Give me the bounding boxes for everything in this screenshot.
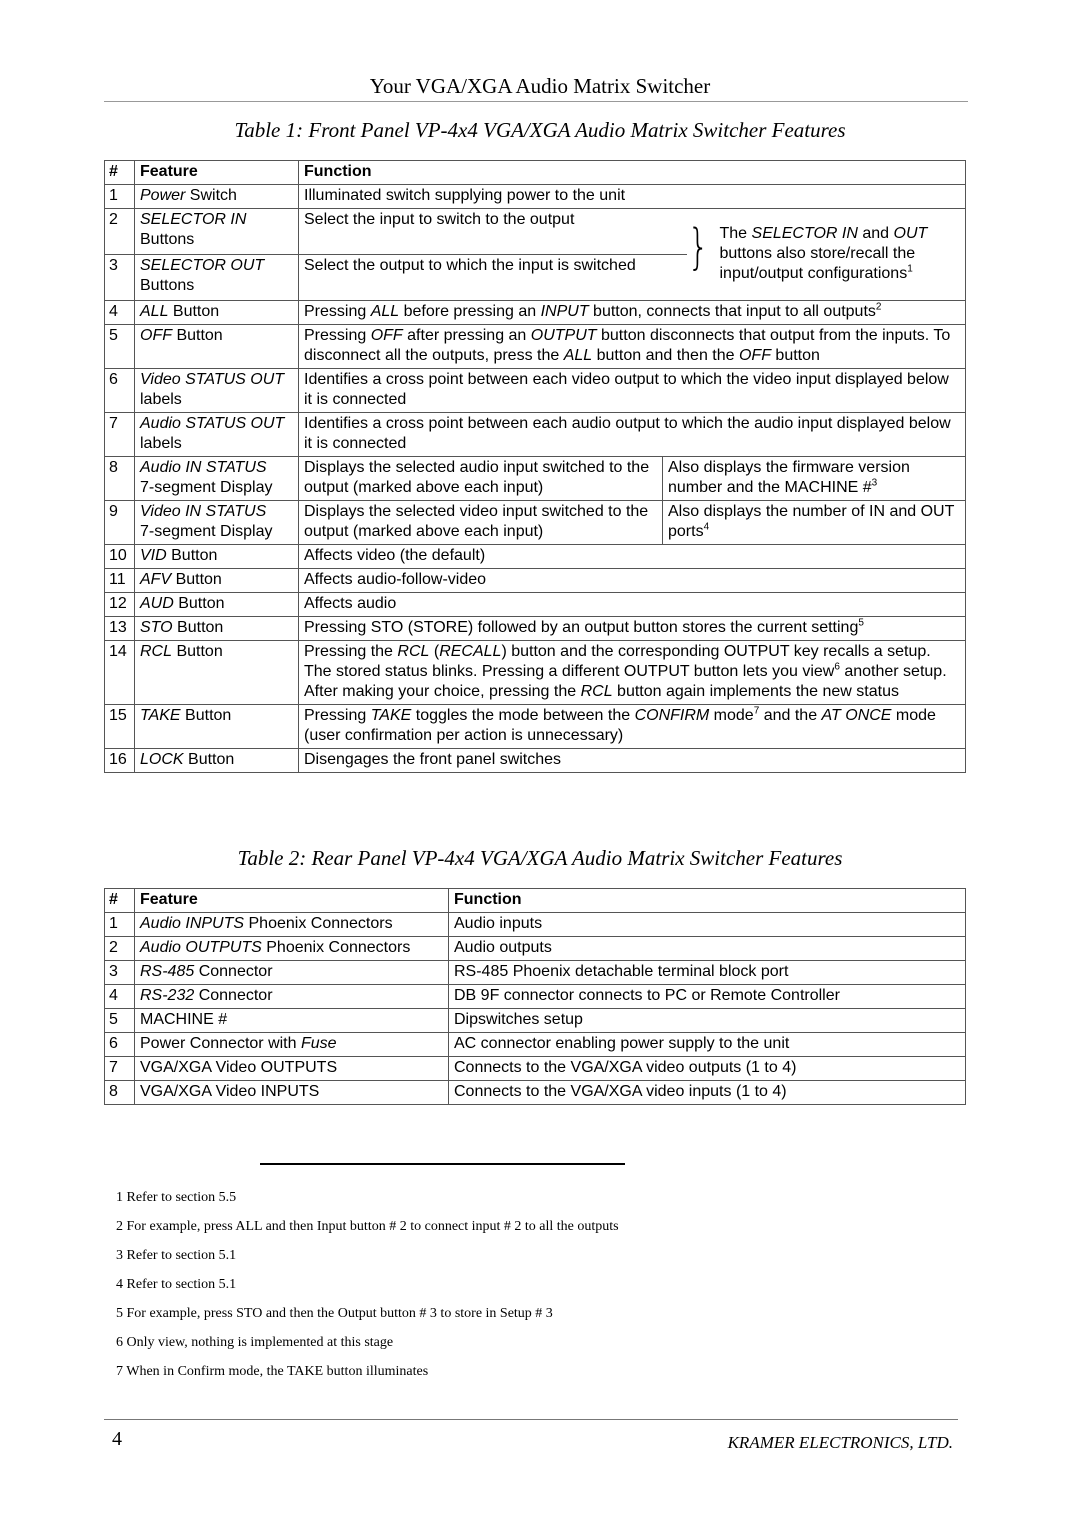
row-function: Affects audio-follow-video <box>299 569 966 593</box>
feature-text: Switch <box>185 187 237 204</box>
page-header-title: Your VGA/XGA Audio Matrix Switcher <box>369 74 711 98</box>
header-feature: Feature <box>135 161 299 185</box>
row-num: 2 <box>105 209 135 255</box>
table-row <box>105 1033 966 1057</box>
row-num: 7 <box>105 413 135 457</box>
table-row <box>105 913 966 937</box>
table-row <box>105 641 966 705</box>
row-feature: Video STATUS OUT labels <box>135 369 299 413</box>
table-row <box>105 705 966 749</box>
header-function: Function <box>299 161 966 185</box>
footnote: 1 Refer to section 5.5 <box>116 1190 237 1205</box>
row-num: 2 <box>105 937 135 961</box>
row-feature: RS-485 Connector <box>135 961 449 985</box>
row-function: Illuminated switch supplying power to the unit <box>299 185 966 209</box>
footnote-divider <box>260 1163 625 1165</box>
selector-note-text: The SELECTOR IN and OUT buttons also store/recall the input/output configurations$^1$ <box>719 225 928 282</box>
brace-symbol: } <box>687 219 709 275</box>
table-row <box>105 545 966 569</box>
row-function: Audio outputs <box>449 937 966 961</box>
row-num: 8 <box>105 1081 135 1105</box>
footnote: 5 For example, press STO and then the Output button # 3 to store in Setup # 3 <box>116 1306 553 1321</box>
row-feature: AFV Button <box>135 569 299 593</box>
row-feature: MACHINE # <box>135 1009 449 1033</box>
row-num: 15 <box>105 705 135 749</box>
table-row <box>105 985 966 1009</box>
table-row <box>105 369 966 413</box>
row-feature: TAKE Button <box>135 705 299 749</box>
row-num: 5 <box>105 1009 135 1033</box>
row-function: Pressing OFF after pressing an OUTPUT button disconnects that output from the inputs. To disconnect all the outputs, press the ALL button and then the OFF button <box>299 325 966 369</box>
row-function: Select the input to switch to the output <box>299 209 687 255</box>
feature-italic: Power <box>140 187 186 204</box>
row-num: 3 <box>105 255 135 301</box>
rear-panel-features-table <box>104 888 966 1105</box>
row-feature: RS-232 Connector <box>135 985 449 1009</box>
table1-caption: Table 1: Front Panel VP-4x4 VGA/XGA Audio Matrix Switcher Features <box>234 118 846 142</box>
row-function: Connects to the VGA/XGA video inputs (1 to 4) <box>449 1081 966 1105</box>
header-feature: Feature <box>135 889 449 913</box>
row-feature: VGA/XGA Video INPUTS <box>135 1081 449 1105</box>
table-row <box>105 961 966 985</box>
table-row <box>105 1057 966 1081</box>
row-feature: VGA/XGA Video OUTPUTS <box>135 1057 449 1081</box>
row-num: 6 <box>105 369 135 413</box>
row-feature: LOCK Button <box>135 749 299 773</box>
row-function: Affects audio <box>299 593 966 617</box>
table-row <box>105 457 966 501</box>
footnote: 6 Only view, nothing is implemented at this stage <box>116 1335 394 1350</box>
table-row <box>105 501 966 545</box>
row-feature <box>135 255 299 301</box>
table-row <box>105 937 966 961</box>
row-function: Pressing the RCL (RECALL) button and the corresponding OUTPUT key recalls a setup. The stored status blinks. Pressing a different OUTPUT button lets you view$^6$ another setup. After making your choice, pressing the RCL button again implements the new status <box>299 641 966 705</box>
row-function: AC connector enabling power supply to the unit <box>449 1033 966 1057</box>
row-function: Audio inputs <box>449 913 966 937</box>
table-row <box>105 593 966 617</box>
footnote: 7 When in Confirm mode, the TAKE button illuminates <box>116 1364 429 1379</box>
row-feature: VID Button <box>135 545 299 569</box>
footnote: 2 For example, press ALL and then Input button # 2 to connect input # 2 to all the outputs <box>116 1219 619 1234</box>
feature-italic: SELECTOR IN <box>140 211 247 228</box>
row-num: 16 <box>105 749 135 773</box>
row-num: 10 <box>105 545 135 569</box>
table-row <box>105 749 966 773</box>
table-row <box>105 185 966 209</box>
row-function: Dipswitches setup <box>449 1009 966 1033</box>
row-num: 13 <box>105 617 135 641</box>
row-num: 5 <box>105 325 135 369</box>
footer-divider <box>104 1419 958 1420</box>
page-number: 4 <box>112 1428 122 1450</box>
footnote: 3 Refer to section 5.1 <box>116 1248 237 1263</box>
header-function: Function <box>449 889 966 913</box>
row-feature: STO Button <box>135 617 299 641</box>
header-num: # <box>105 161 135 185</box>
row-feature: Audio IN STATUS 7-segment Display <box>135 457 299 501</box>
table-row <box>105 569 966 593</box>
row-num: 1 <box>105 913 135 937</box>
row-function: Identifies a cross point between each audio output to which the audio input displayed below it is connected <box>299 413 966 457</box>
row-feature: Audio STATUS OUT labels <box>135 413 299 457</box>
row-function: Pressing TAKE toggles the mode between the CONFIRM mode$^7$ and the AT ONCE mode (user confirmation per action is unnecessary) <box>299 705 966 749</box>
row-function: Identifies a cross point between each video output to which the video input displayed below it is connected <box>299 369 966 413</box>
row-function: Connects to the VGA/XGA video outputs (1 to 4) <box>449 1057 966 1081</box>
table-row <box>105 1081 966 1105</box>
row-function: Affects video (the default) <box>299 545 966 569</box>
row-num: 4 <box>105 985 135 1009</box>
table-row <box>105 1009 966 1033</box>
feature-italic: SELECTOR OUT <box>140 257 265 274</box>
row-function: DB 9F connector connects to PC or Remote Controller <box>449 985 966 1009</box>
table-row <box>105 301 966 325</box>
footnote: 4 Refer to section 5.1 <box>116 1277 237 1292</box>
feature-text: Buttons <box>140 231 195 248</box>
row-num: 4 <box>105 301 135 325</box>
table-row <box>105 209 966 255</box>
company-name: KRAMER ELECTRONICS, LTD. <box>727 1433 953 1452</box>
feature-text: Buttons <box>140 277 195 294</box>
row-feature: RCL Button <box>135 641 299 705</box>
header-divider <box>104 101 968 102</box>
row-num: 6 <box>105 1033 135 1057</box>
row-num: 1 <box>105 185 135 209</box>
row-function: Disengages the front panel switches <box>299 749 966 773</box>
row-num: 11 <box>105 569 135 593</box>
table-header-row <box>105 889 966 913</box>
row-feature: AUD Button <box>135 593 299 617</box>
row-function: Pressing ALL before pressing an INPUT button, connects that input to all outputs$^2$ <box>299 301 966 325</box>
row-feature <box>135 209 299 255</box>
row-feature: Audio OUTPUTS Phoenix Connectors <box>135 937 449 961</box>
table-header-row <box>105 161 966 185</box>
row-feature: Video IN STATUS 7-segment Display <box>135 501 299 545</box>
header-num: # <box>105 889 135 913</box>
row-num: 9 <box>105 501 135 545</box>
row-feature: Audio INPUTS Phoenix Connectors <box>135 913 449 937</box>
table2-caption: Table 2: Rear Panel VP-4x4 VGA/XGA Audio Matrix Switcher Features <box>237 846 843 870</box>
table-row <box>105 413 966 457</box>
row-feature: ALL Button <box>135 301 299 325</box>
table-row <box>105 617 966 641</box>
row-extra-note: Also displays the number of IN and OUT ports$^4$ <box>663 501 966 545</box>
row-function: Pressing STO (STORE) followed by an output button stores the current setting$^5$ <box>299 617 966 641</box>
row-function: Select the output to which the input is switched <box>299 255 687 301</box>
row-num: 12 <box>105 593 135 617</box>
row-function: Displays the selected video input switched to the output (marked above each input) <box>299 501 663 545</box>
row-feature: Power Connector with Fuse <box>135 1033 449 1057</box>
row-num: 14 <box>105 641 135 705</box>
row-num: 8 <box>105 457 135 501</box>
row-num: 3 <box>105 961 135 985</box>
row-num: 7 <box>105 1057 135 1081</box>
footnotes <box>116 1188 619 1391</box>
selector-note <box>687 209 966 301</box>
row-function: Displays the selected audio input switched to the output (marked above each input) <box>299 457 663 501</box>
row-feature <box>135 185 299 209</box>
row-function: RS-485 Phoenix detachable terminal block port <box>449 961 966 985</box>
table-row <box>105 325 966 369</box>
row-feature: OFF Button <box>135 325 299 369</box>
front-panel-features-table <box>104 160 966 773</box>
row-extra-note: Also displays the firmware version number and the MACHINE #$^3$ <box>663 457 966 501</box>
